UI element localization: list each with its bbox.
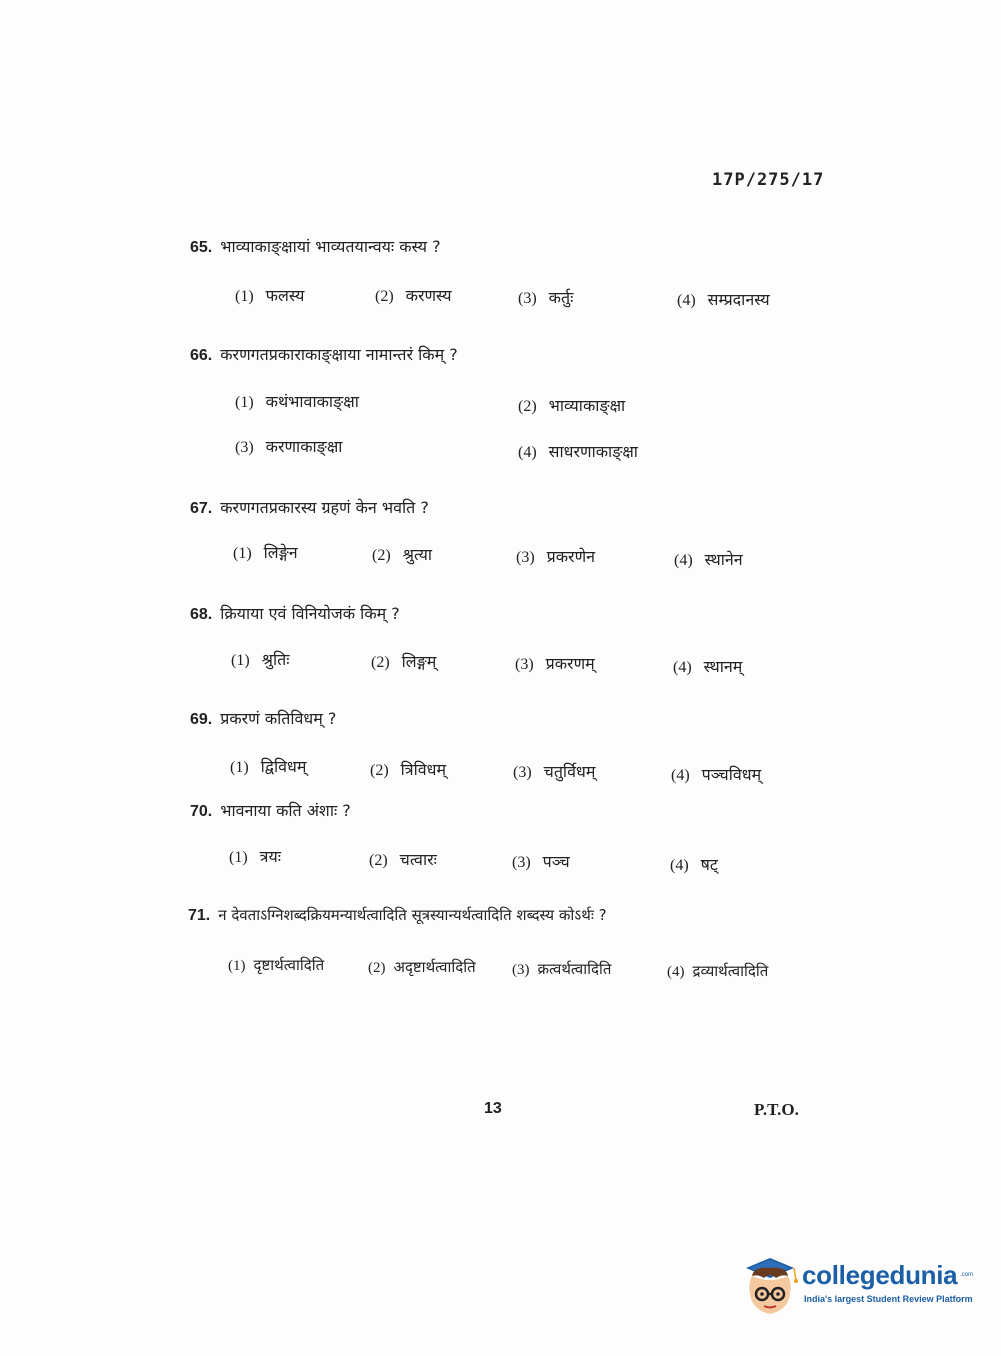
option-4: (4) द्रव्यार्थत्वादिति	[667, 962, 769, 980]
option-2: (2) करणस्य	[375, 286, 452, 305]
option-1: (1) त्रयः	[229, 847, 282, 866]
mascot-icon	[742, 1254, 800, 1318]
question-text: 67. करणगतप्रकारस्य ग्रहणं केन भवति ?	[190, 498, 429, 517]
question-text: 68. क्रियाया एवं विनियोजकं किम् ?	[190, 604, 400, 623]
option-4: (4) पञ्चविधम्	[671, 765, 762, 784]
option-3: (3) पञ्च	[512, 852, 570, 871]
question-text: 70. भावनाया कति अंशाः ?	[190, 801, 351, 820]
option-3: (3) क्रत्वर्थत्वादिति	[512, 960, 612, 978]
option-2: (2) त्रिविधम्	[370, 760, 447, 779]
question-text: 69. प्रकरणं कतिविधम् ?	[190, 709, 337, 728]
option-2: (2) चत्वारः	[369, 850, 437, 869]
option-2: (2) भाव्याकाङ्क्षा	[518, 396, 626, 415]
option-3: (3) चतुर्विधम्	[513, 762, 596, 781]
question-text: 65. भाव्याकाङ्क्षायां भाव्यतयान्वयः कस्य ?	[190, 237, 441, 256]
option-4: (4) सम्प्रदानस्य	[677, 290, 770, 309]
option-3: (3) करणाकाङ्क्षा	[235, 437, 343, 456]
option-2: (2) अदृष्टार्थत्वादिति	[368, 958, 476, 976]
option-3: (3) प्रकरणेन	[516, 547, 596, 566]
option-3: (3) कर्तुः	[518, 288, 574, 307]
logo-name: collegedunia	[802, 1260, 958, 1290]
option-4: (4) साधरणाकाङ्क्षा	[518, 442, 638, 461]
option-1: (1) कथंभावाकाङ्क्षा	[235, 392, 359, 411]
option-4: (4) स्थानम्	[673, 657, 743, 676]
pto-label: P.T.O.	[754, 1100, 799, 1119]
option-1: (1) द्विविधम्	[230, 757, 307, 776]
option-2: (2) लिङ्गम्	[371, 652, 437, 671]
option-1: (1) फलस्य	[235, 286, 305, 305]
option-4: (4) षट्	[670, 855, 718, 874]
logo-suffix: .com	[960, 1272, 974, 1278]
option-3: (3) प्रकरणम्	[515, 654, 595, 673]
option-1: (1) लिङ्गेन	[233, 543, 298, 562]
option-1: (1) श्रुतिः	[231, 650, 290, 669]
option-4: (4) स्थानेन	[674, 550, 743, 569]
option-1: (1) दृष्टार्थत्वादिति	[228, 956, 325, 974]
collegedunia-logo	[742, 1254, 972, 1324]
question-text: 71. न देवताऽग्निशब्दक्रियमन्यार्थत्वादिति सूत्रस्यान्यर्थत्वादिति शब्दस्य कोऽर्थः ?	[188, 906, 607, 924]
question-text: 66. करणगतप्रकाराकाङ्क्षाया नामान्तरं किम् ?	[190, 345, 458, 364]
paper-code: 17P/275/17	[712, 170, 825, 190]
logo-tagline: India's largest Student Review Platform	[804, 1294, 973, 1304]
page-number: 13	[484, 1100, 502, 1117]
option-2: (2) श्रुत्या	[372, 545, 433, 564]
